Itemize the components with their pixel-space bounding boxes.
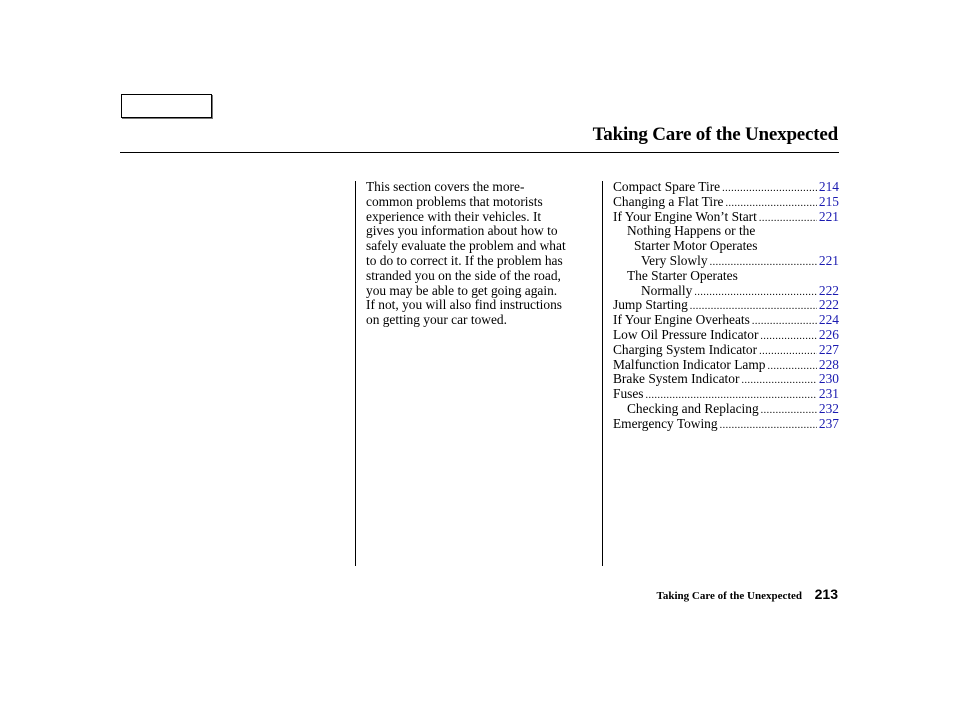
toc-entry-label: Compact Spare Tire	[613, 179, 721, 194]
toc-entry-fuses[interactable]	[613, 387, 839, 402]
toc-entry-label: The Starter Operates	[627, 267, 738, 283]
leader-dots	[752, 315, 817, 330]
leader-dots	[760, 330, 817, 345]
toc-entry-checking-replacing[interactable]	[613, 402, 839, 417]
toc-entry-label: If Your Engine Overheats	[613, 312, 750, 328]
intro-line: safely evaluate the problem and what	[366, 238, 566, 254]
toc-entry-label: Jump Starting	[613, 297, 688, 313]
table-of-contents	[613, 180, 839, 432]
intro-line: stranded you on the side of the road,	[366, 267, 561, 283]
column-divider-right	[602, 181, 603, 566]
toc-page-link[interactable]: 215	[818, 193, 839, 209]
intro-line: gives you information about how to	[366, 223, 558, 239]
intro-line: If not, you will also find instructions	[366, 297, 563, 313]
toc-entry-changing-flat-tire[interactable]	[613, 195, 839, 210]
leader-dots	[767, 360, 816, 375]
toc-page-link[interactable]: 237	[818, 415, 839, 431]
page-number: 213	[814, 586, 838, 602]
toc-entry-label: Starter Motor Operates	[634, 238, 758, 254]
column-divider-left	[355, 181, 356, 566]
toc-page-link[interactable]: 227	[818, 341, 839, 357]
toc-page-link[interactable]: 214	[818, 179, 839, 194]
toc-entry-malfunction-lamp[interactable]	[613, 358, 839, 373]
toc-entry-compact-spare-tire[interactable]	[613, 180, 839, 195]
toc-entry-low-oil-pressure[interactable]	[613, 328, 839, 343]
intro-line: common problems that motorists	[366, 193, 543, 209]
leader-dots	[722, 182, 817, 197]
toc-entry-label: Brake System Indicator	[613, 371, 740, 387]
leader-dots	[741, 374, 816, 389]
footer-section-title: Taking Care of the Unexpected	[656, 590, 802, 602]
toc-subentry-line	[613, 239, 839, 254]
page-title: Taking Care of the Unexpected	[592, 124, 838, 145]
toc-entry-brake-system[interactable]	[613, 372, 839, 387]
leader-dots	[761, 404, 817, 419]
toc-entry-very-slowly[interactable]	[613, 254, 839, 269]
toc-page-link[interactable]: 222	[818, 282, 839, 298]
toc-entry-label: Low Oil Pressure Indicator	[613, 326, 759, 342]
toc-page-link[interactable]: 224	[818, 312, 839, 328]
toc-entry-label: Nothing Happens or the	[627, 223, 756, 239]
toc-entry-normally[interactable]	[613, 284, 839, 299]
toc-entry-emergency-towing[interactable]	[613, 417, 839, 432]
toc-page-link[interactable]: 231	[818, 386, 839, 402]
toc-entry-charging-system[interactable]	[613, 343, 839, 358]
toc-page-link[interactable]: 221	[818, 252, 839, 268]
toc-entry-label: Charging System Indicator	[613, 341, 758, 357]
toc-page-link[interactable]: 221	[818, 208, 839, 224]
leader-dots	[720, 419, 817, 434]
intro-line: to do to correct it. If the problem has	[366, 252, 563, 268]
toc-entry-engine-wont-start[interactable]	[613, 210, 839, 225]
toc-page-link[interactable]: 226	[818, 326, 839, 342]
toc-entry-label: Emergency Towing	[613, 415, 718, 431]
toc-entry-label: Very Slowly	[641, 252, 708, 268]
toc-subentry-line	[613, 224, 839, 239]
leader-dots	[694, 286, 817, 301]
navigation-box[interactable]	[121, 94, 212, 118]
leader-dots	[759, 345, 817, 360]
toc-page-link[interactable]: 230	[818, 371, 839, 387]
toc-page-link[interactable]: 228	[818, 356, 839, 372]
toc-subentry-line	[613, 269, 839, 284]
intro-line: This section covers the more-	[366, 179, 525, 194]
header-divider	[120, 152, 839, 153]
intro-line: experience with their vehicles. It	[366, 208, 542, 224]
toc-entry-label: Normally	[641, 282, 693, 298]
toc-entry-label: Malfunction Indicator Lamp	[613, 356, 766, 372]
intro-line: on getting your car towed.	[366, 312, 507, 328]
toc-page-link[interactable]: 222	[818, 297, 839, 313]
toc-entry-label: Checking and Replacing	[627, 400, 759, 416]
intro-line: you may be able to get going again.	[366, 282, 558, 298]
toc-entry-label: If Your Engine Won’t Start	[613, 208, 757, 224]
toc-entry-engine-overheats[interactable]	[613, 313, 839, 328]
toc-entry-label: Changing a Flat Tire	[613, 193, 724, 209]
leader-dots	[759, 212, 817, 227]
toc-entry-jump-starting[interactable]	[613, 298, 839, 313]
toc-page-link[interactable]: 232	[818, 400, 839, 416]
intro-paragraph	[366, 180, 598, 328]
toc-entry-label: Fuses	[613, 386, 644, 402]
